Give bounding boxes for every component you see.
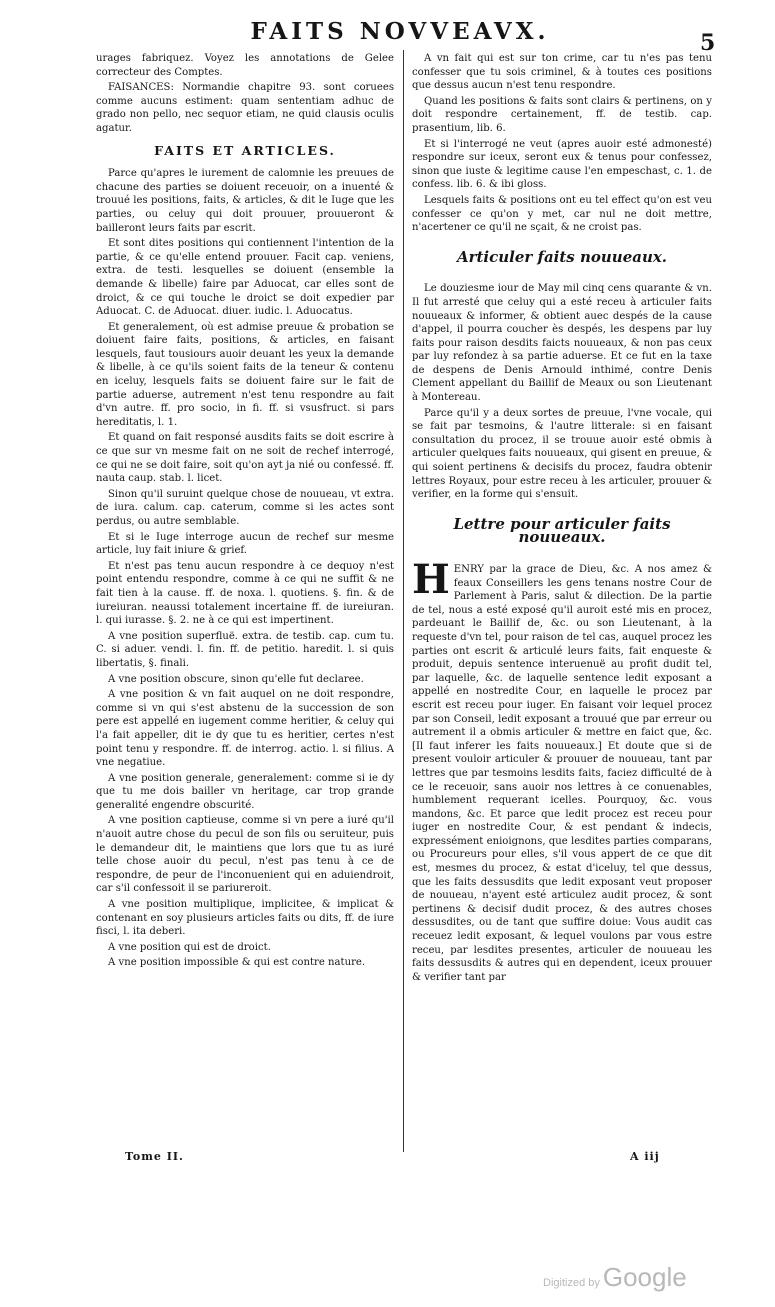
- right-intro-paragraph: Quand les positions & faits sont clairs & pertinens, on y doit respondre certainement, ff. de testib. cap. prasentium, lib. 6.: [412, 95, 712, 134]
- left-paragraph: A vne position impossible & qui est contre nature.: [108, 957, 366, 969]
- google-logo: Google: [602, 1262, 687, 1292]
- watermark-prefix: Digitized by: [543, 1277, 600, 1289]
- right-intro-paragraph: A vn fait qui est sur ton crime, car tu n'es pas tenu confesser que tu sois criminel, & à toutes ces positions que dessus aucun n'est tenu respondre.: [412, 53, 712, 92]
- section-title-lettre: Lettre pour articuler faits nouueaux.: [453, 514, 671, 547]
- left-paragraph: A vne position obscure, sinon qu'elle fut declaree.: [108, 673, 364, 685]
- column-divider: [403, 50, 404, 1152]
- right-column: [412, 52, 712, 1162]
- left-paragraph: Et generalement, où est admise preuue & probation se doiuent faire faits, positions, & articles, en faisant lesquels, faut tousiours auoir deuant les yeux la demande & libelle, à ce qu'ils soient faits de la teneur & contenu en iceluy, lesquels faits se doiuent faire sur le fait de partie aduerse, autrement n'est tenu respondre au fait d'vn autre. ff. pro socio, in fi. ff. si vsusfruct. si pars hereditatis, l. 1.: [96, 321, 394, 428]
- signature-mark-left: Tome II.: [125, 1150, 184, 1163]
- right-paragraph: Le douziesme iour de May mil cinq cens quarante & vn. Il fut arresté que celuy qui a esté receu à articuler faits nouueaux & informer, & obtient auec despés de la cause d'appel, il pourra coucher ès despés, les despens par luy faits pour raison desdits faicts nouueaux, & non pas ceux par luy refondez à sa partie aduerse. Et ce fut en la taxe de despens de Denis Arnould inthimé, contre Denis Clement appellant du Baillif de Meaux ou son Lieutenant à Montereau.: [412, 283, 712, 404]
- left-paragraph: Et n'est pas tenu aucun respondre à ce dequoy n'est point entendu respondre, comme à ce qui ne suffit & ne fait tien à la cause. ff. de noxa. l. quotiens. §. fin. & de iureiuran. neaussi totalement incertaine ff. de iureiuran. l. qui iurasse. §. 2. ne à ce qui est impertinent.: [96, 560, 394, 627]
- section-title-articuler: Articuler faits nouueaux.: [456, 247, 668, 266]
- section-title-faits-et-articles: FAITS ET ARTICLES.: [154, 142, 336, 158]
- left-paragraph: Parce qu'apres le iurement de calomnie les preuues de chacune des parties se doiuent receuoir, on a inuenté & trouué les positions, faits, & articles, & dit le Iuge que les parties, ou celuy qui doit prouuer, prouueront & bailleront leurs faits par escrit.: [96, 168, 394, 234]
- right-intro-paragraph: Lesquels faits & positions ont eu tel effect qu'on est veu confesser ce qu'on y met, car nul ne doit mettre, n'acertener ce qu'il ne sçait, & ne croist pas.: [412, 194, 712, 234]
- left-paragraph: A vne position captieuse, comme si vn pere a iuré qu'il n'auoit autre chose du pecul de son fils ou seruiteur, puis le demandeur dit, le maintiens que lors que tu as iuré telle chose auoir du pecul, n'est pas tenu à ce de respondre, de peur de l'inconuenient qui en aduiendroit, car s'il confessoit il se pariureroit.: [96, 815, 394, 895]
- left-column: [96, 52, 394, 1162]
- page-number: 5: [700, 30, 716, 56]
- digitized-watermark: [543, 1262, 687, 1293]
- left-intro-paragraph: urages fabriquez. Voyez les annotations de Gelee correcteur des Comptes.: [96, 53, 394, 78]
- left-paragraph: Sinon qu'il suruint quelque chose de nouueau, vt extra. de iura. calum. cap. caterum, comme si les actes sont perdus, ou autre semblable.: [96, 488, 394, 527]
- drop-cap: H: [412, 556, 450, 603]
- left-paragraph: A vne position qui est de droict.: [108, 941, 271, 953]
- letter-text: ENRY par la grace de Dieu, &c. A nos amez & feaux Conseillers les gens tenans nostre Cour de Parlement à Paris, salut & dilection. De la partie de tel, nous a esté exposé qu'il auroit esté mis en procez, pardeuant le Baillif de, &c. ou son Lieutenant, à la requeste d'vn tel, pour raison de tel cas, auquel procez les parties ont escrit & articulé leurs faits, fait enqueste & produit, depuis sentence interuenuë au profit dudit tel, par laquelle, &c. de laquelle sentence ledit exposant a appellé en nostredite Cour, en laquelle le procez par escrit est receu pour iuger. En faisant voir lequel procez par son Conseil, ledit exposant a trouué que par erreur ou autrement il a obmis articuler & mettre en faict que, &c. [Il faut inferer les faits nouueaux.] Et doute que si de present vouloir articuler & prouuer de nouueau, tant par lettres que par tesmoins lesdits faits, faciez difficulté de à ce le receuoir, sans auoir nos lettres à ce conuenables, humblement requerant icelles. Pourquoy, &c. vous mandons, &c. Et parce que ledit procez est receu pour iuger en nostredite Cour, & est pendant & indecis, expressément enioignons, que lesdites parties comparans, ou Procureurs pour elles, s'il vous appert de ce que dit est, mesmes du procez, & estat d'iceluy, tel que dessus, que les faits dessusdits que ledit exposant veut proposer de nouueau, n'ayent esté articulez audit procez, & sont pertinens & decisif dudit procez, & des autres choses dessusdites, ou de tant que suffire doiue: Vous audit cas receuez ledit exposant, & lequel voulons par vous estre receu, par lesdites presentes, articuler de nouueau les faits dessusdits & autres qui en dependent, iceux prouuer & verifier tant par: [412, 564, 712, 983]
- left-paragraph: A vne position & vn fait auquel on ne doit respondre, comme si vn qui s'est abstenu de la succession de son pere est appellé en iugement comme heritier, & celuy qui l'a fait appeller, dit ie dy que tu es heritier, certes n'est point tenu y respondre. ff. de interrog. actio. l. si filius. A vne negatiue.: [96, 689, 394, 769]
- letter-paragraph: [412, 556, 712, 984]
- right-paragraph: Parce qu'il y a deux sortes de preuue, l'vne vocale, qui se fait par tesmoins, & l'autre litterale: si en faisant consultation du procez, il se trouue auoir esté obmis à articuler quelques faits nouueaux, qui gisent en preuue, & qui soient pertinens & decisifs du procez, faudra obtenir lettres Royaux, pour estre receu à les articuler, prouuer & verifier, en la forme qui s'ensuit.: [412, 407, 712, 501]
- left-paragraph: A vne position superfluë. extra. de testib. cap. cum tu. C. si aduer. vendi. l. fin. ff. de petitio. haredit. l. si quis libertatis, §. finali.: [96, 630, 394, 669]
- signature-mark-right: A iij: [630, 1150, 660, 1163]
- running-title: FAITS NOVVEAVX.: [250, 18, 550, 45]
- right-intro-paragraph: Et si l'interrogé ne veut (apres auoir esté admonesté) respondre sur iceux, seront eux & tenus pour confessez, sinon que iuste & legitime cause l'en empeschast, c. 1. de confess. lib. 6. & ibi gloss.: [412, 138, 712, 191]
- left-paragraph: Et sont dites positions qui contiennent l'intention de la partie, & ce qu'elle entend prouuer. Facit cap. veniens, extra. de testi. lesquelles se doiuent (ensemble la demande & libelle) faire par Aduocat, car elles sont de droict, & ce qui touche le droict se doit expedier par Aduocat. C. de Aduocat. diuer. iudic. l. Aduocatus.: [96, 238, 394, 318]
- left-intro-paragraph: FAISANCES: Normandie chapitre 93. sont coruees comme aucuns estiment: quam sententiam adhuc de grado non pello, nec sequor etiam, ne quid clausis oculis agatur.: [96, 82, 394, 134]
- left-paragraph: A vne position generale, generalement: comme si ie dy que tu me dois bailler vn heritage, car trop grande generalité engendre obscurité.: [96, 772, 394, 811]
- left-paragraph: Et quand on fait responsé ausdits faits se doit escrire à ce que sur vn mesme fait on ne soit de rechef interrogé, ce qui ne se doit faire, soit qu'on ayt ja nié ou confessé. ff. nauta caup. stab. l. licet.: [96, 432, 394, 485]
- left-paragraph: A vne position multiplique, implicitee, & implicat & contenant en soy plusieurs articles faits ou dits, ff. de iure fisci, l. ita deberi.: [96, 899, 394, 938]
- left-paragraph: Et si le Iuge interroge aucun de rechef sur mesme article, luy fait iniure & grief.: [96, 531, 394, 557]
